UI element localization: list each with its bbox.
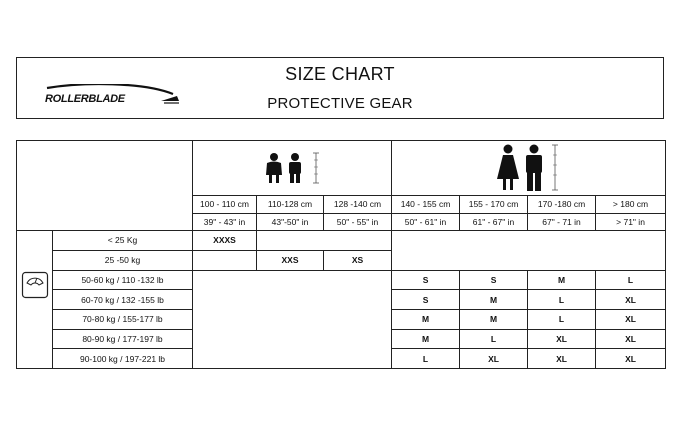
page-subtitle: PROTECTIVE GEAR (267, 95, 413, 112)
size-cell (193, 250, 257, 270)
height-cm-cell: 170 -180 cm (528, 195, 596, 213)
height-cm-cell: 100 - 110 cm (193, 195, 257, 213)
icon-row (17, 141, 666, 196)
size-cell: S (392, 290, 460, 310)
weight-cell: < 25 Kg (53, 231, 193, 251)
size-cell: XXS (257, 250, 324, 270)
weight-cell: 80-90 kg / 177-197 lb (53, 329, 193, 349)
size-cell: L (392, 349, 460, 369)
size-cell: XS (324, 250, 392, 270)
size-cell: XL (596, 349, 666, 369)
size-cell: M (392, 309, 460, 329)
height-cm-cell: 140 - 155 cm (392, 195, 460, 213)
height-in-cell: 50" - 61" in (392, 213, 460, 231)
height-in-cell: 67" - 71 in (528, 213, 596, 231)
page-title: SIZE CHART (285, 64, 395, 84)
height-in-cell: 39" - 43" in (193, 213, 257, 231)
height-in-cell: 61" - 67" in (460, 213, 528, 231)
size-cell: M (460, 309, 528, 329)
size-cell: XL (528, 329, 596, 349)
header-box (16, 57, 664, 119)
size-cell: L (528, 290, 596, 310)
size-cell: XL (460, 349, 528, 369)
weighing-scale-icon (21, 271, 49, 299)
size-cell-blank (257, 231, 392, 251)
size-cell: L (596, 270, 666, 290)
size-cell: M (460, 290, 528, 310)
height-cm-cell: 155 - 170 cm (460, 195, 528, 213)
weight-cell: 60-70 kg / 132 -155 lb (53, 290, 193, 310)
children-height-icon (260, 151, 324, 185)
adult-blank-cell (392, 231, 666, 270)
height-cm-cell: 110-128 cm (257, 195, 324, 213)
height-in-cell: 43"-50" in (257, 213, 324, 231)
adults-height-icon (489, 143, 569, 193)
height-in-cell: 50" - 55" in (324, 213, 392, 231)
height-in-cell: > 71" in (596, 213, 666, 231)
svg-text:ROLLERBLADE: ROLLERBLADE (45, 93, 125, 105)
height-cm-cell: 128 -140 cm (324, 195, 392, 213)
weight-cell: 90-100 kg / 197-221 lb (53, 349, 193, 369)
size-cell: S (392, 270, 460, 290)
size-chart-table (16, 140, 666, 369)
size-cell: S (460, 270, 528, 290)
size-cell: XL (596, 290, 666, 310)
size-cell: XL (596, 329, 666, 349)
size-cell: XL (528, 349, 596, 369)
blank-corner-cell (17, 141, 193, 231)
size-cell: M (392, 329, 460, 349)
table-row (17, 231, 666, 251)
scale-icon-cell (17, 231, 53, 369)
kids-icon-cell (193, 141, 392, 196)
weight-cell: 25 -50 kg (53, 250, 193, 270)
size-cell: L (528, 309, 596, 329)
weight-cell: 50-60 kg / 110 -132 lb (53, 270, 193, 290)
height-cm-cell: > 180 cm (596, 195, 666, 213)
size-cell: XXXS (193, 231, 257, 251)
size-cell: XL (596, 309, 666, 329)
size-cell: L (460, 329, 528, 349)
kids-blank-cell (193, 270, 392, 368)
adults-icon-cell (392, 141, 666, 196)
table-row (17, 270, 666, 290)
size-cell: M (528, 270, 596, 290)
weight-cell: 70-80 kg / 155-177 lb (53, 309, 193, 329)
